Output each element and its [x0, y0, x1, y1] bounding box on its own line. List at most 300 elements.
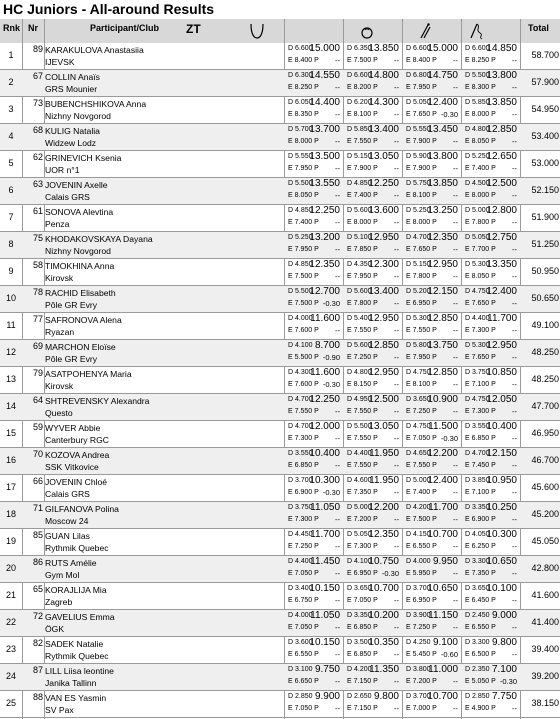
- apparatus-total: 10.750: [368, 556, 399, 567]
- difficulty-score: D 4.100: [347, 558, 372, 565]
- execution-score: E 7.650 P: [465, 300, 496, 307]
- apparatus-score-cell: [404, 691, 459, 717]
- apparatus-total: 13.050: [368, 151, 399, 162]
- table-row: [0, 664, 560, 691]
- bib-number-cell: 88: [32, 692, 43, 702]
- penalty-value: -0.30: [499, 677, 517, 686]
- apparatus-total: 12.150: [486, 448, 517, 459]
- execution-score: E 7.300 P: [288, 516, 319, 523]
- bib-number-cell: 86: [32, 557, 43, 567]
- difficulty-score: D 4.200: [347, 666, 372, 673]
- all-around-total: 45.200: [531, 509, 559, 519]
- table-row: [0, 502, 560, 529]
- bib-number-cell: 89: [32, 44, 43, 54]
- penalty-value: --: [512, 515, 517, 524]
- penalty-value: --: [453, 83, 458, 92]
- penalty-value: --: [394, 164, 399, 173]
- apparatus-total: 10.200: [368, 610, 399, 621]
- apparatus-total: 10.150: [309, 583, 340, 594]
- ball-icon: [357, 22, 377, 40]
- all-around-total: 49.100: [531, 320, 559, 330]
- apparatus-total: 7.100: [491, 664, 517, 675]
- apparatus-score-cell: [404, 610, 459, 636]
- rank-cell: 20: [5, 563, 16, 573]
- bib-number-cell: 79: [32, 368, 43, 378]
- apparatus-total: 11.000: [428, 664, 458, 675]
- rank-cell: 5: [8, 158, 14, 168]
- apparatus-total: 12.400: [427, 475, 458, 486]
- execution-score: E 7.900 P: [406, 138, 437, 145]
- apparatus-score-cell: [404, 151, 459, 177]
- participant-cell: [45, 584, 107, 608]
- table-row: [0, 340, 560, 367]
- execution-score: E 5.050 P: [465, 678, 496, 685]
- penalty-value: --: [335, 407, 340, 416]
- execution-score: E 6.850 P: [347, 651, 378, 658]
- penalty-value: -0.60: [440, 650, 458, 659]
- penalty-value: --: [512, 110, 517, 119]
- apparatus-total: 12.400: [427, 97, 458, 108]
- execution-score: E 7.050 P: [288, 570, 319, 577]
- penalty-value: --: [394, 191, 399, 200]
- difficulty-score: D 4.800: [465, 126, 490, 133]
- penalty-value: --: [512, 191, 517, 200]
- penalty-value: --: [394, 542, 399, 551]
- rank-cell: 10: [5, 293, 16, 303]
- participant-name: BUBENCHSHIKOVA Anna: [45, 99, 147, 109]
- rank-cell: 8: [8, 239, 14, 249]
- table-row: [0, 313, 560, 340]
- apparatus-score-cell: [404, 43, 459, 69]
- apparatus-total: 12.950: [368, 313, 399, 324]
- apparatus-total: 9.800: [491, 637, 517, 648]
- execution-score: E 8.100 P: [347, 111, 378, 118]
- execution-score: E 8.250 P: [288, 84, 319, 91]
- apparatus-score-cell: [404, 637, 459, 663]
- penalty-value: --: [335, 245, 340, 254]
- all-around-total: 42.800: [531, 563, 559, 573]
- apparatus-total: 12.250: [309, 205, 340, 216]
- bib-number-cell: 69: [32, 341, 43, 351]
- penalty-value: --: [335, 542, 340, 551]
- difficulty-score: D 5.500: [288, 288, 313, 295]
- difficulty-score: D 5.050: [465, 234, 490, 241]
- penalty-value: --: [394, 326, 399, 335]
- apparatus-score-cell: [404, 286, 459, 312]
- difficulty-score: D 3.400: [288, 585, 313, 592]
- rank-cell: 2: [8, 77, 14, 87]
- execution-score: E 8.400 P: [406, 57, 437, 64]
- penalty-value: --: [453, 596, 458, 605]
- apparatus-total: 12.200: [368, 502, 399, 513]
- participant-name: JOVENIN Chloé: [45, 477, 108, 487]
- difficulty-score: D 5.700: [288, 126, 313, 133]
- penalty-value: --: [394, 515, 399, 524]
- table-row: [0, 43, 560, 70]
- execution-score: E 7.300 P: [347, 543, 378, 550]
- apparatus-score-cell: [286, 664, 341, 690]
- bib-number-cell: 71: [32, 503, 43, 513]
- participant-name: GUAN Lilas: [45, 531, 90, 541]
- apparatus-score-cell: [286, 70, 341, 96]
- participant-club: Ryazan: [45, 327, 75, 337]
- difficulty-score: D 5.000: [347, 504, 372, 511]
- apparatus-total: 13.400: [368, 286, 399, 297]
- execution-score: E 6.850 P: [288, 462, 319, 469]
- apparatus-total: 10.150: [309, 637, 340, 648]
- execution-score: E 6.950 P: [406, 597, 437, 604]
- execution-score: E 6.550 P: [288, 651, 319, 658]
- apparatus-total: 7.750: [491, 691, 517, 702]
- difficulty-score: D 4.450: [288, 531, 313, 538]
- apparatus-total: 13.250: [427, 205, 458, 216]
- rank-cell: 12: [5, 347, 16, 357]
- table-row: [0, 367, 560, 394]
- all-around-total: 51.900: [531, 212, 559, 222]
- penalty-value: --: [335, 569, 340, 578]
- difficulty-score: D 5.250: [406, 207, 431, 214]
- apparatus-total: 10.400: [309, 448, 340, 459]
- all-around-total: 53.000: [531, 158, 559, 168]
- penalty-value: --: [335, 677, 340, 686]
- participant-club: Kirovsk: [45, 381, 74, 391]
- apparatus-score-cell: [404, 232, 459, 258]
- apparatus-total: 12.750: [486, 232, 517, 243]
- all-around-total: 45.050: [531, 536, 559, 546]
- penalty-value: --: [335, 83, 340, 92]
- participant-club: Questo: [45, 408, 73, 418]
- apparatus-total: 14.800: [368, 70, 399, 81]
- difficulty-score: D 4.700: [465, 450, 490, 457]
- apparatus-score-cell: [463, 43, 518, 69]
- execution-score: E 6.750 P: [288, 597, 319, 604]
- difficulty-score: D 4.000: [288, 612, 313, 619]
- penalty-value: --: [512, 488, 517, 497]
- penalty-value: --: [335, 650, 340, 659]
- all-around-total: 54.950: [531, 104, 559, 114]
- rank-cell: 6: [8, 185, 14, 195]
- table-row: [0, 97, 560, 124]
- participant-club: SSK Vitkovice: [45, 462, 99, 472]
- penalty-value: --: [512, 164, 517, 173]
- participant-cell: [45, 260, 114, 284]
- execution-score: E 5.450 P: [406, 651, 437, 658]
- execution-score: E 7.550 P: [347, 435, 378, 442]
- table-row: [0, 205, 560, 232]
- penalty-value: --: [335, 515, 340, 524]
- apparatus-score-cell: [463, 97, 518, 123]
- participant-club: UOR n°1: [45, 165, 80, 175]
- apparatus-score-cell: [463, 259, 518, 285]
- execution-score: E 8.000 P: [347, 219, 378, 226]
- penalty-value: --: [335, 191, 340, 200]
- difficulty-score: D 3.900: [406, 612, 431, 619]
- difficulty-score: D 2.450: [465, 612, 490, 619]
- bib-number-cell: 62: [32, 152, 43, 162]
- execution-score: E 6.900 P: [288, 489, 319, 496]
- apparatus-total: 11.350: [369, 664, 399, 675]
- apparatus-total: 12.850: [427, 367, 458, 378]
- execution-score: E 7.100 P: [465, 381, 496, 388]
- rank-cell: 25: [5, 698, 16, 708]
- zt-header: ZT: [186, 22, 201, 36]
- apparatus-total: 13.750: [427, 340, 458, 351]
- penalty-value: --: [335, 218, 340, 227]
- penalty-value: --: [394, 623, 399, 632]
- execution-score: E 7.350 P: [465, 570, 496, 577]
- apparatus-score-cell: [404, 529, 459, 555]
- penalty-value: --: [335, 623, 340, 632]
- apparatus-score-cell: [463, 367, 518, 393]
- all-around-total: 50.650: [531, 293, 559, 303]
- apparatus-total: 11.700: [487, 313, 517, 324]
- execution-score: E 4.900 P: [465, 705, 496, 712]
- difficulty-score: D 4.750: [406, 369, 431, 376]
- participant-cell: [45, 557, 97, 581]
- execution-score: E 7.550 P: [347, 408, 378, 415]
- apparatus-score-cell: [463, 610, 518, 636]
- execution-score: E 8.000 P: [288, 138, 319, 145]
- apparatus-total: 12.650: [486, 151, 517, 162]
- difficulty-score: D 4.750: [465, 288, 490, 295]
- difficulty-score: D 3.650: [465, 585, 490, 592]
- participant-name: KOZOVA Andrea: [45, 450, 110, 460]
- difficulty-score: D 3.700: [406, 693, 431, 700]
- rank-cell: 24: [5, 671, 16, 681]
- penalty-value: -0.30: [440, 434, 458, 443]
- difficulty-score: D 3.650: [347, 585, 372, 592]
- bib-number-cell: 85: [32, 530, 43, 540]
- participant-cell: [45, 98, 146, 122]
- table-row: [0, 394, 560, 421]
- participant-name: VAN ES Yasmin: [45, 693, 107, 703]
- penalty-value: --: [453, 218, 458, 227]
- apparatus-score-cell: [463, 178, 518, 204]
- apparatus-score-cell: [345, 205, 400, 231]
- bib-number-cell: 78: [32, 287, 43, 297]
- participant-name: GILFANOVA Polina: [45, 504, 119, 514]
- difficulty-score: D 3.350: [347, 612, 372, 619]
- participant-cell: [45, 71, 100, 95]
- participant-name: LILL Liisa leontine: [45, 666, 114, 676]
- apparatus-total: 12.950: [427, 259, 458, 270]
- participant-header: Participant/Club: [90, 23, 160, 33]
- execution-score: E 7.050 P: [406, 435, 437, 442]
- participant-club: Pôle GR Evry: [45, 354, 98, 364]
- execution-score: E 7.200 P: [406, 678, 437, 685]
- participant-name: COLLIN Anaïs: [45, 72, 100, 82]
- apparatus-total: 10.650: [486, 556, 517, 567]
- apparatus-score-cell: [286, 367, 341, 393]
- penalty-value: --: [394, 407, 399, 416]
- penalty-value: --: [335, 704, 340, 713]
- execution-score: E 7.550 P: [406, 327, 437, 334]
- apparatus-score-cell: [404, 475, 459, 501]
- penalty-value: --: [394, 461, 399, 470]
- difficulty-score: D 4.800: [347, 369, 372, 376]
- apparatus-total: 13.850: [368, 43, 399, 54]
- difficulty-score: D 2.650: [347, 693, 372, 700]
- execution-score: E 5.950 P: [406, 570, 437, 577]
- apparatus-score-cell: [345, 259, 400, 285]
- apparatus-total: 12.050: [486, 394, 517, 405]
- participant-club: ÖGK: [45, 624, 65, 634]
- execution-score: E 7.250 P: [406, 408, 437, 415]
- penalty-value: --: [453, 137, 458, 146]
- penalty-value: --: [394, 596, 399, 605]
- hoop-icon: [247, 22, 267, 40]
- apparatus-total: 11.050: [310, 610, 340, 621]
- rank-cell: 7: [8, 212, 14, 222]
- difficulty-score: D 5.150: [406, 261, 431, 268]
- difficulty-score: D 5.600: [347, 342, 372, 349]
- difficulty-score: D 5.300: [465, 342, 490, 349]
- penalty-value: --: [453, 488, 458, 497]
- all-around-total: 41.400: [531, 617, 559, 627]
- apparatus-score-cell: [463, 448, 518, 474]
- table-row: [0, 178, 560, 205]
- difficulty-score: D 2.350: [465, 666, 490, 673]
- apparatus-score-cell: [404, 178, 459, 204]
- rank-cell: 22: [5, 617, 16, 627]
- apparatus-score-cell: [463, 340, 518, 366]
- bib-number-cell: 63: [32, 179, 43, 189]
- difficulty-score: D 3.300: [465, 639, 490, 646]
- apparatus-total: 12.250: [368, 178, 399, 189]
- table-row: [0, 151, 560, 178]
- participant-club: Canterbury RGC: [45, 435, 109, 445]
- execution-score: E 8.050 P: [465, 138, 496, 145]
- apparatus-score-cell: [404, 583, 459, 609]
- apparatus-total: 13.850: [486, 97, 517, 108]
- difficulty-score: D 3.850: [465, 477, 490, 484]
- penalty-value: --: [335, 434, 340, 443]
- apparatus-total: 11.700: [310, 529, 340, 540]
- all-around-total: 47.700: [531, 401, 559, 411]
- apparatus-total: 10.650: [427, 583, 458, 594]
- difficulty-score: D 3.700: [288, 477, 313, 484]
- execution-score: E 7.150 P: [347, 678, 378, 685]
- apparatus-score-cell: [345, 97, 400, 123]
- execution-score: E 7.650 P: [465, 354, 496, 361]
- apparatus-score-cell: [404, 97, 459, 123]
- execution-score: E 8.100 P: [406, 192, 437, 199]
- penalty-value: --: [335, 164, 340, 173]
- penalty-value: --: [453, 272, 458, 281]
- execution-score: E 7.900 P: [347, 165, 378, 172]
- participant-club: Rythmik Quebec: [45, 543, 109, 553]
- all-around-total: 39.400: [531, 644, 559, 654]
- apparatus-score-cell: [404, 340, 459, 366]
- penalty-value: --: [512, 407, 517, 416]
- penalty-value: --: [394, 137, 399, 146]
- penalty-value: --: [394, 488, 399, 497]
- penalty-value: --: [335, 461, 340, 470]
- apparatus-score-cell: [345, 70, 400, 96]
- apparatus-score-cell: [404, 394, 459, 420]
- rank-cell: 15: [5, 428, 16, 438]
- penalty-value: --: [394, 677, 399, 686]
- apparatus-score-cell: [463, 151, 518, 177]
- execution-score: E 8.150 P: [347, 381, 378, 388]
- apparatus-score-cell: [345, 367, 400, 393]
- apparatus-total: 15.000: [309, 43, 340, 54]
- apparatus-score-cell: [404, 259, 459, 285]
- difficulty-score: D 4.400: [288, 558, 313, 565]
- difficulty-score: D 3.550: [288, 450, 313, 457]
- execution-score: E 7.050 P: [347, 597, 378, 604]
- execution-score: E 7.950 P: [288, 165, 319, 172]
- apparatus-score-cell: [345, 583, 400, 609]
- apparatus-total: 13.400: [368, 124, 399, 135]
- participant-name: MARCHON Eloïse: [45, 342, 116, 352]
- penalty-value: --: [453, 326, 458, 335]
- apparatus-total: 12.000: [309, 421, 340, 432]
- apparatus-score-cell: [286, 286, 341, 312]
- execution-score: E 7.150 P: [347, 705, 378, 712]
- apparatus-total: 12.850: [427, 313, 458, 324]
- participant-cell: [45, 638, 109, 662]
- difficulty-score: D 3.600: [288, 639, 313, 646]
- difficulty-score: D 5.150: [347, 153, 372, 160]
- apparatus-total: 10.350: [368, 637, 399, 648]
- bib-number-cell: 68: [32, 125, 43, 135]
- apparatus-score-cell: [345, 691, 400, 717]
- apparatus-score-cell: [345, 124, 400, 150]
- apparatus-score-cell: [463, 232, 518, 258]
- apparatus-total: 13.350: [486, 259, 517, 270]
- execution-score: E 6.900 P: [465, 516, 496, 523]
- difficulty-score: D 5.500: [288, 180, 313, 187]
- apparatus-total: 13.700: [309, 124, 340, 135]
- all-around-total: 52.150: [531, 185, 559, 195]
- participant-club: Calais GRS: [45, 192, 90, 202]
- penalty-value: --: [453, 299, 458, 308]
- execution-score: E 7.650 P: [406, 111, 437, 118]
- difficulty-score: D 6.600: [406, 45, 431, 52]
- apparatus-total: 13.050: [368, 421, 399, 432]
- execution-score: E 8.100 P: [406, 381, 437, 388]
- penalty-value: -0.30: [322, 299, 340, 308]
- penalty-value: --: [394, 434, 399, 443]
- apparatus-score-cell: [286, 313, 341, 339]
- difficulty-score: D 4.850: [288, 207, 313, 214]
- rank-cell: 4: [8, 131, 14, 141]
- participant-club: IJEVSK: [45, 57, 75, 67]
- apparatus-score-cell: [463, 637, 518, 663]
- apparatus-total: 14.300: [368, 97, 399, 108]
- bib-number-cell: 65: [32, 584, 43, 594]
- penalty-value: -0.30: [440, 110, 458, 119]
- difficulty-score: D 4.350: [347, 261, 372, 268]
- difficulty-score: D 2.850: [288, 693, 313, 700]
- difficulty-score: D 4.500: [465, 180, 490, 187]
- penalty-value: --: [512, 434, 517, 443]
- participant-cell: [45, 233, 153, 257]
- apparatus-score-cell: [404, 70, 459, 96]
- apparatus-score-cell: [286, 232, 341, 258]
- execution-score: E 7.500 P: [288, 300, 319, 307]
- participant-cell: [45, 152, 121, 176]
- bib-number-cell: 87: [32, 665, 43, 675]
- penalty-value: --: [394, 56, 399, 65]
- table-row: [0, 475, 560, 502]
- participant-name: KARAKULOVA Anastasiia: [45, 45, 144, 55]
- apparatus-total: 10.700: [427, 691, 458, 702]
- difficulty-score: D 4.700: [288, 396, 313, 403]
- apparatus-total: 12.400: [486, 286, 517, 297]
- apparatus-score-cell: [286, 475, 341, 501]
